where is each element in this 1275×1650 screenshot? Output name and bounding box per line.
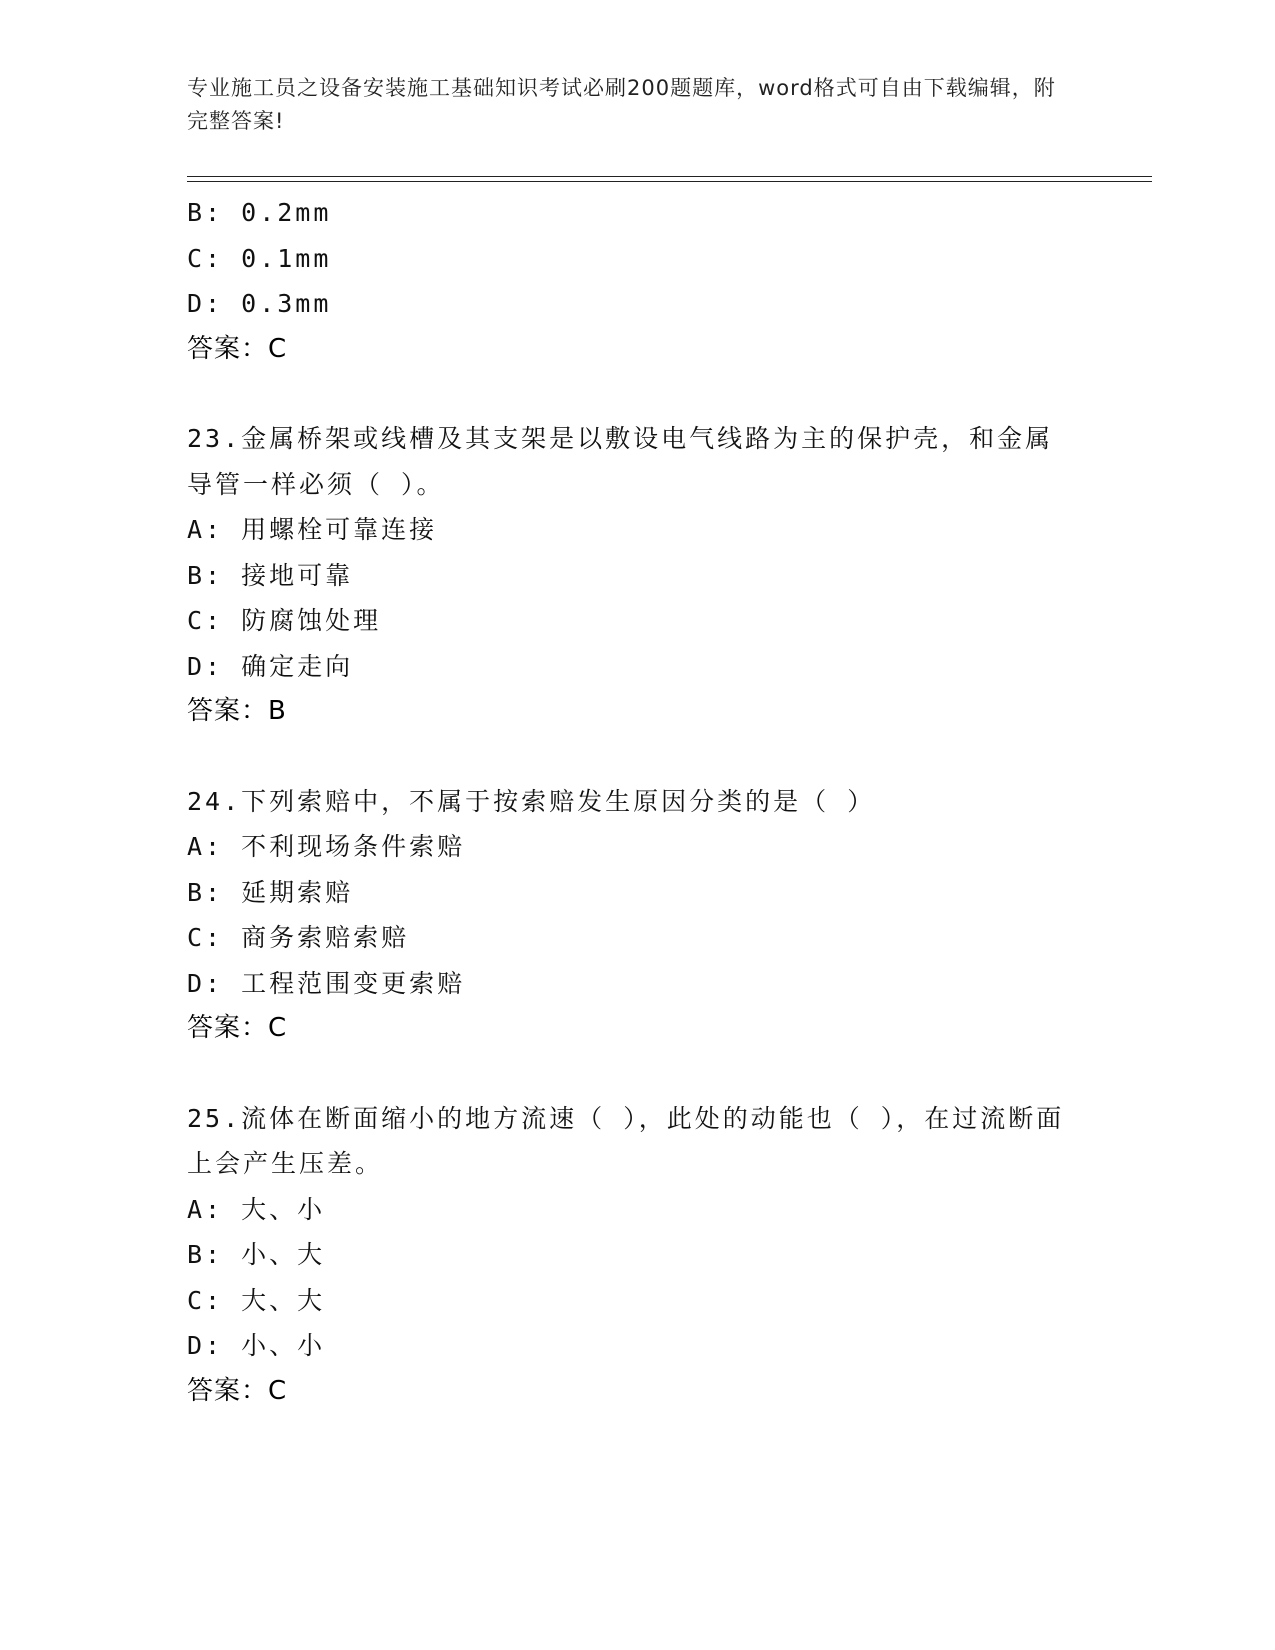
option-d: D: 工程范围变更索赔: [187, 968, 466, 998]
header-rule-top: [187, 176, 1152, 177]
answer: 答案：C: [187, 1375, 288, 1406]
spacer: [187, 735, 1087, 779]
question-22-tail: [187, 190, 1087, 372]
option-b: B: 接地可靠: [187, 560, 354, 590]
question-23: [187, 416, 1087, 735]
document-header: 专业施工员之设备安装施工基础知识考试必刷200题题库，word格式可自由下载编辑，附完整答案!: [187, 76, 1056, 133]
option-b: B: 延期索赔: [187, 877, 354, 907]
option-b: B: 小、大: [187, 1240, 326, 1269]
option-c: C: 防腐蚀处理: [187, 606, 382, 635]
option-d: D: 小、小: [187, 1331, 326, 1360]
header-rule-bottom: [187, 181, 1152, 182]
answer: 答案：C: [187, 333, 288, 364]
question-stem: 23.金属桥架或线槽及其支架是以敷设电气线路为主的保护壳，和金属导管一样必须（ ）。: [187, 424, 1054, 499]
question-stem: 25.流体在断面缩小的地方流速（ ），此处的动能也（ ），在过流断面上会产生压差。: [187, 1103, 1065, 1178]
option-c: C: 大、大: [187, 1285, 326, 1315]
question-list: [187, 190, 1087, 1414]
option-d: D: 确定走向: [187, 651, 354, 681]
question-stem: 24.下列索赔中，不属于按索赔发生原因分类的是（ ）: [187, 786, 876, 816]
spacer: [187, 372, 1087, 416]
option-b: B: 0.2mm: [187, 198, 332, 227]
option-d: D: 0.3mm: [187, 289, 332, 318]
option-c: C: 0.1mm: [187, 243, 332, 273]
answer: 答案：B: [187, 696, 287, 726]
question-24: [187, 779, 1087, 1052]
option-a: A: 大、小: [187, 1194, 326, 1224]
option-a: A: 不利现场条件索赔: [187, 832, 466, 861]
spacer: [187, 1052, 1087, 1096]
option-a: A: 用螺栓可靠连接: [187, 515, 438, 544]
answer: 答案：C: [187, 1013, 288, 1043]
question-25: [187, 1096, 1087, 1415]
option-c: C: 商务索赔索赔: [187, 923, 410, 952]
